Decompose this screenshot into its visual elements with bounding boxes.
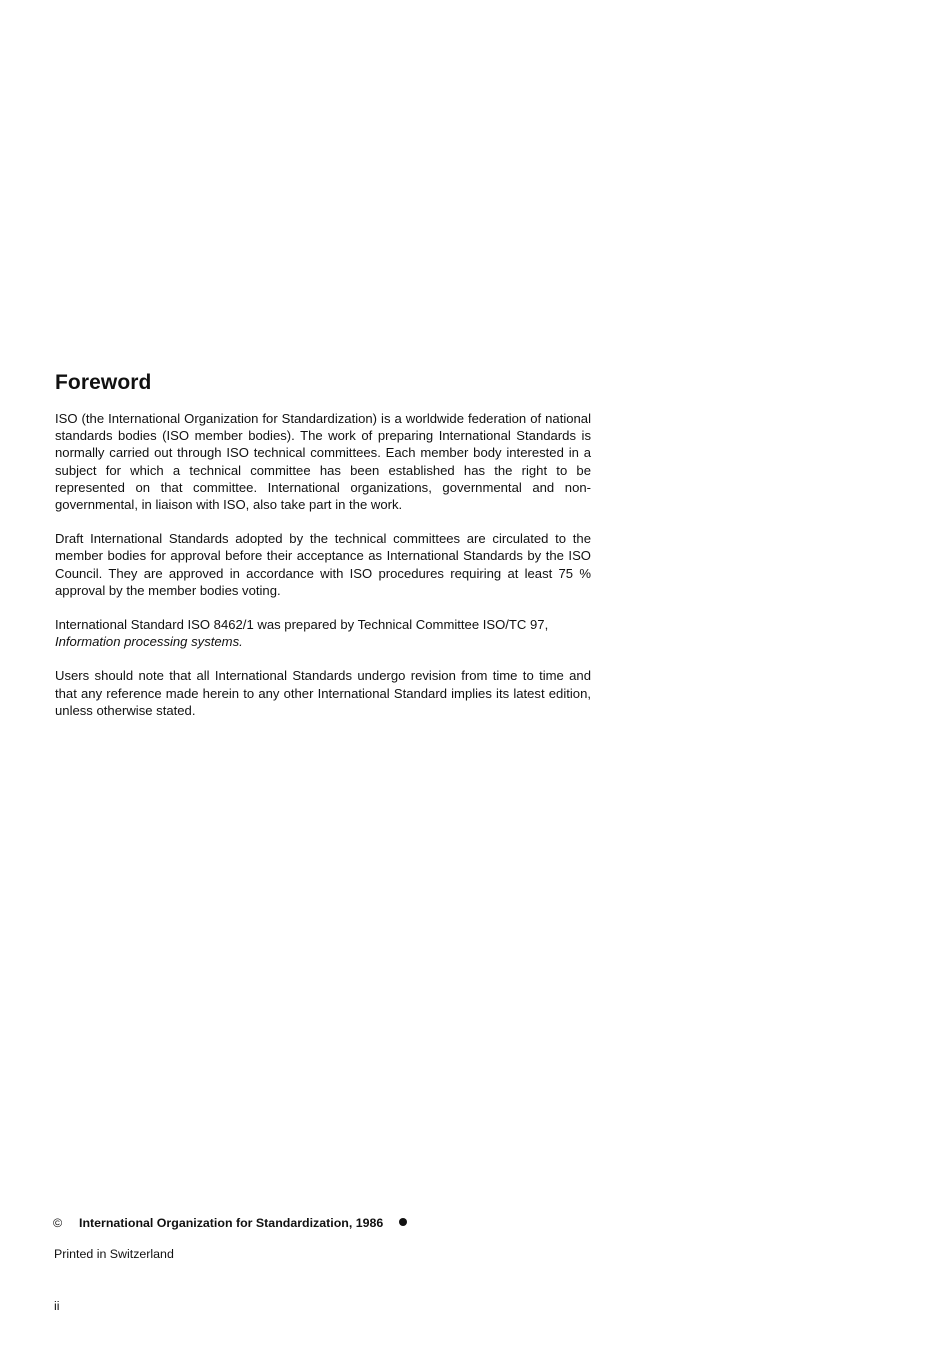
page-number: ii xyxy=(54,1299,60,1313)
copyright-line xyxy=(53,1214,407,1232)
prepared-by-text: International Standard ISO 8462/1 was prepared by Technical Committee ISO/TC 97, xyxy=(55,617,549,633)
foreword-paragraph-2: Draft International Standards adopted by the technical committees are circulated to the member bodies for approval before their acceptance as International Standards by the ISO Council. They are approved in accordance with ISO procedures requiring at least 75 % approval by the member bodies voting. xyxy=(55,531,591,598)
foreword-paragraph-1: ISO (the International Organization for Standardization) is a worldwide federation of national standards bodies (ISO member bodies). The work of preparing International Standards is normally carried out through ISO technical committees. Each member body interested in a subject for which a technical committee has been established has the right to be represented on that committee. International organizations, governmental and non-governmental, in liaison with ISO, also take part in the work. xyxy=(55,411,591,513)
copyright-symbol: © xyxy=(53,1216,63,1230)
bullet-dot-icon xyxy=(399,1218,407,1226)
foreword-paragraph-3 xyxy=(55,616,591,650)
copyright-holder: International Organization for Standardization, 1986 xyxy=(79,1216,384,1230)
foreword-section xyxy=(55,368,591,736)
committee-title: Information processing systems. xyxy=(55,634,243,650)
printed-in-text: Printed in Switzerland xyxy=(54,1247,174,1261)
foreword-paragraph-4: Users should note that all International Standards undergo revision from time to time and that any reference made herein to any other International Standard implies its latest edition, unless otherwise stated. xyxy=(55,668,591,718)
foreword-heading: Foreword xyxy=(55,371,152,394)
